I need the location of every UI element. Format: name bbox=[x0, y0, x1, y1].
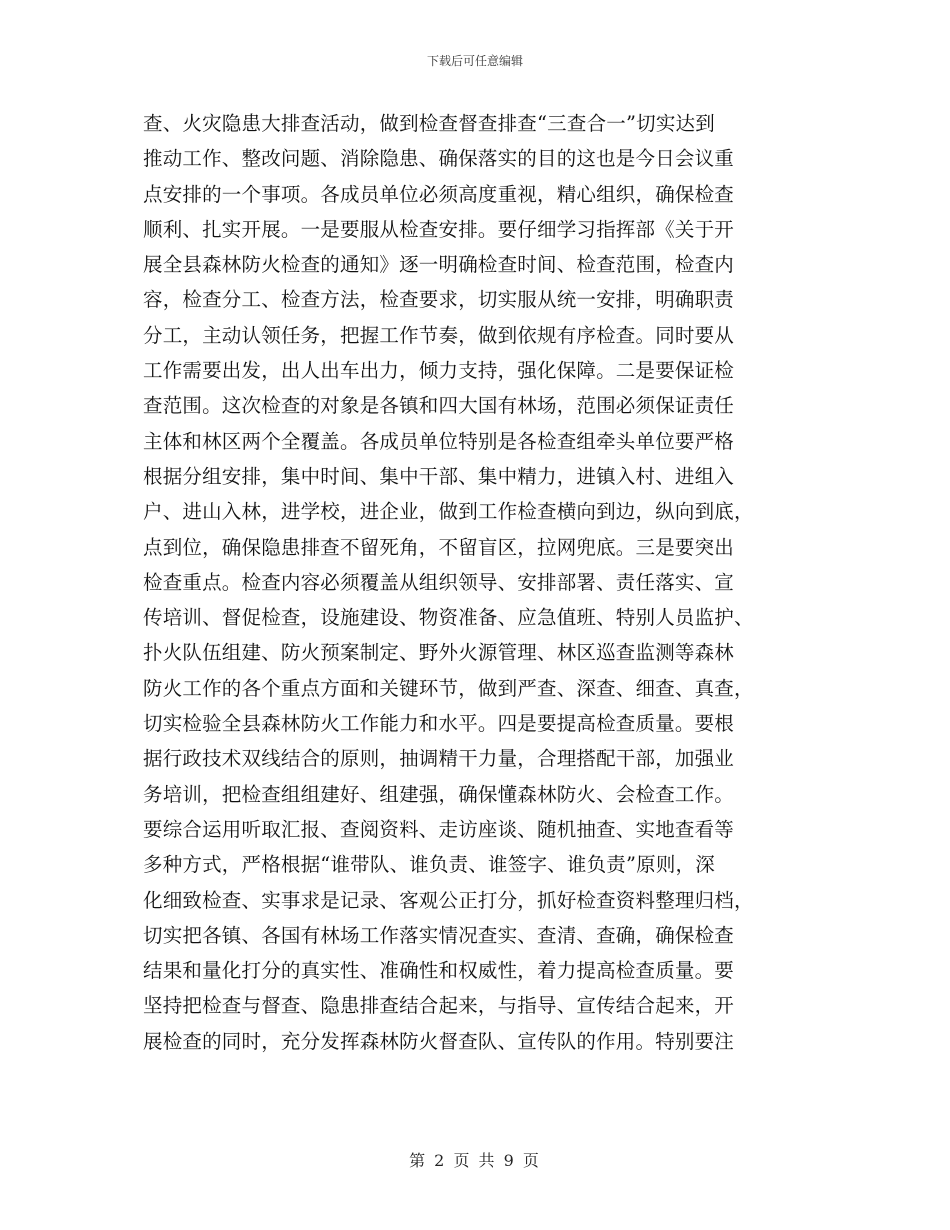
text-line: 坚持把检查与督查、隐患排查结合起来，与指导、宣传结合起来，开 bbox=[143, 994, 735, 1018]
text-line: 扑火队伍组建、防火预案制定、野外火源管理、林区巡查监测等森林 bbox=[143, 641, 735, 665]
text-line: 据行政技术双线结合的原则，抽调精干力量，合理搭配干部，加强业 bbox=[143, 747, 735, 771]
text-line: 化细致检查、实事求是记录、客观公正打分，抓好检查资料整理归档， bbox=[143, 888, 754, 912]
text-line: 传培训、督促检查，设施建设、物资准备、应急值班、特别人员监护、 bbox=[143, 606, 754, 630]
text-line: 顺利、扎实开展。一是要服从检查安排。要仔细学习指挥部《关于开 bbox=[143, 217, 735, 241]
text-line: 展检查的同时，充分发挥森林防火督查队、宣传队的作用。特别要注 bbox=[143, 1029, 735, 1053]
text-line: 推动工作、整改问题、消除隐患、确保落实的目的这也是今日会议重 bbox=[143, 147, 735, 171]
text-line: 防火工作的各个重点方面和关键环节，做到严查、深查、细查、真查， bbox=[143, 676, 754, 700]
text-line: 工作需要出发，出人出车出力，倾力支持，强化保障。二是要保证检 bbox=[143, 359, 735, 383]
text-line: 要综合运用听取汇报、查阅资料、走访座谈、随机抽查、实地查看等 bbox=[143, 817, 735, 841]
text-line: 切实把各镇、各国有林场工作落实情况查实、查清、查确，确保检查 bbox=[143, 923, 735, 947]
text-line: 点安排的一个事项。各成员单位必须高度重视，精心组织，确保检查 bbox=[143, 182, 735, 206]
text-line: 点到位，确保隐患排查不留死角，不留盲区，拉网兜底。三是要突出 bbox=[143, 535, 735, 559]
text-line: 多种方式，严格根据“谁带队、谁负责、谁签字、谁负责”原则，深 bbox=[143, 853, 715, 877]
page-header: 下载后可任意编辑 bbox=[426, 54, 523, 68]
text-line: 主体和林区两个全覆盖。各成员单位特别是各检查组牵头单位要严格 bbox=[143, 429, 735, 453]
text-line: 分工，主动认领任务，把握工作节奏，做到依规有序检查。同时要从 bbox=[143, 323, 735, 347]
page-footer: 第 2 页 共 9 页 bbox=[409, 1151, 541, 1170]
text-line: 根据分组安排，集中时间、集中干部、集中精力，进镇入村、进组入 bbox=[143, 464, 735, 488]
body-text bbox=[143, 106, 823, 1059]
text-line: 切实检验全县森林防火工作能力和水平。四是要提高检查质量。要根 bbox=[143, 712, 735, 736]
text-line: 检查重点。检查内容必须覆盖从组织领导、安排部署、责任落实、宣 bbox=[143, 570, 735, 594]
text-line: 查范围。这次检查的对象是各镇和四大国有林场，范围必须保证责任 bbox=[143, 394, 735, 418]
text-line: 查、火灾隐患大排查活动，做到检查督查排查“三查合一”切实达到 bbox=[143, 112, 715, 135]
text-line: 容，检查分工、检查方法，检查要求，切实服从统一安排，明确职责 bbox=[143, 288, 735, 312]
text-line: 结果和量化打分的真实性、准确性和权威性，着力提高检查质量。要 bbox=[143, 959, 735, 983]
text-line: 展全县森林防火检查的通知》逐一明确检查时间、检查范围，检查内 bbox=[143, 253, 735, 277]
text-line: 户、进山入林，进学校，进企业，做到工作检查横向到边，纵向到底， bbox=[143, 500, 754, 524]
text-line: 务培训，把检查组组建好、组建强，确保懂森林防火、会检查工作。 bbox=[143, 782, 735, 806]
